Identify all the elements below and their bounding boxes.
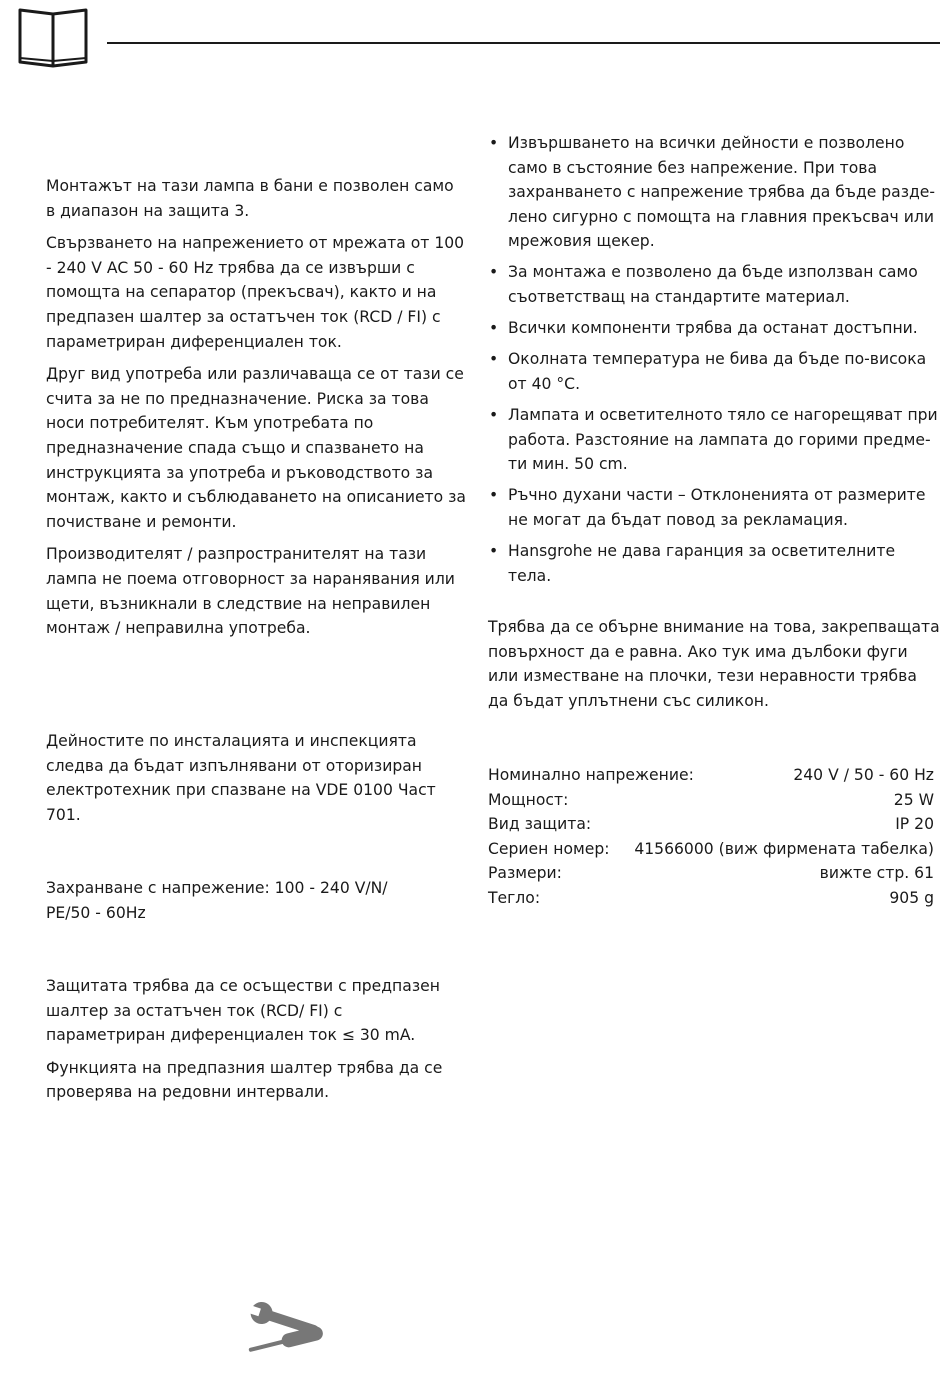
- spec-row: [488, 861, 934, 886]
- open-book-icon: [18, 8, 88, 68]
- wrench-screwdriver-icon: [244, 1302, 328, 1358]
- intro-paragraph-3: Друг вид употреба или различаваща се от тази се счита за не по предназначение. Риска за това носи потребителят. Към употребата по предназначение спада също и спазването на инструкцията за употреба и ръководството за монтаж, както и съблюдаването на описанието за почистване и ремонти.: [46, 365, 466, 531]
- spec-label: Номинално напрежение:: [488, 766, 694, 784]
- spec-row: [488, 788, 934, 813]
- spec-row: [488, 763, 934, 788]
- spec-label: Сериен номер:: [488, 839, 610, 858]
- spec-value: IP 20: [895, 815, 934, 833]
- power-supply-section: [46, 876, 421, 933]
- spec-value: 240 V / 50 - 60 Hz: [793, 766, 934, 784]
- protection-section: [46, 974, 466, 1113]
- technical-data-table: [488, 763, 934, 910]
- safety-bullet: • Извършването на всички дейности е позволено само в състояние без напрежение. При това захранването с напрежение трябва да бъде разде- лено сигурно с помощта на главния прекъсвач или мрежовия щекер.: [488, 131, 940, 254]
- power-supply-paragraph: Захранване с напрежение: 100 - 240 V/N/ PE/50 - 60Hz: [46, 879, 388, 922]
- spec-value: 25 W: [893, 790, 934, 809]
- spec-label: Вид защита:: [488, 815, 592, 833]
- surface-note-section: [488, 615, 940, 721]
- installer-section: [46, 729, 466, 835]
- protection-paragraph-2: Функцията на предпазния шалтер трябва да се проверява на редовни интервали.: [46, 1058, 443, 1102]
- spec-label: Мощност:: [488, 790, 569, 809]
- safety-bullet: • Околната температура не бива да бъде по-висока от 40 °C.: [488, 347, 940, 396]
- spec-value: вижте стр. 61: [819, 864, 934, 882]
- surface-note-paragraph: Трябва да се обърне внимание на това, закрепващата повърхност да е равна. Ако тук има дълбоки фуги или изместване на плочки, тези неравности трябва да бъдат уплътнени със силикон.: [488, 618, 940, 710]
- protection-paragraph-1: Защитата трябва да се осъществи с предпазен шалтер за остатъчен ток (RCD/ FI) с параметриран диференциален ток ≤ 30 mA.: [46, 977, 440, 1045]
- safety-bullet: • Всички компоненти трябва да останат достъпни.: [488, 316, 940, 341]
- intro-paragraph-1: Монтажът на тази лампа в бани е позволен само в диапазон на защита 3.: [46, 177, 454, 220]
- safety-bullet: • Лампата и осветителното тяло се нагорещяват при работа. Разстояние на лампата до горими предме- ти мин. 50 cm.: [488, 403, 940, 477]
- safety-bullets-section: [488, 131, 940, 595]
- safety-bullet: • За монтажа е позволено да бъде използван само съответстващ на стандартите материал.: [488, 260, 940, 309]
- spec-row: [488, 837, 934, 862]
- installer-paragraph: Дейностите по инсталацията и инспекцията следва да бъдат изпълнявани от оторизиран електротехник при спазване на VDE 0100 Част 701.: [46, 732, 436, 824]
- safety-bullet: • Ръчно духани части – Отклоненията от размерите не могат да бъдат повод за рекламация.: [488, 483, 940, 532]
- spec-row: [488, 886, 934, 911]
- spec-label: Размери:: [488, 864, 562, 882]
- intro-section: [46, 174, 466, 649]
- intro-paragraph-4: Производителят / разпространителят на тази лампа не поема отговорност за наранявания или щети, възникнали в следствие на неправилен монтаж / неправилна употреба.: [46, 545, 455, 638]
- spec-row: [488, 812, 934, 837]
- safety-bullet-list: [488, 131, 940, 588]
- header-rule: [107, 42, 940, 44]
- intro-paragraph-2: Свързването на напрежението от мрежата от 100 - 240 V AC 50 - 60 Hz трябва да се извърши с помощта на сепаратор (прекъсвач), както и на предпазен шалтер за остатъчен ток (RCD / FI) с параметриран диференциален ток.: [46, 234, 465, 351]
- spec-value: 41566000 (виж фирмената табелка): [634, 839, 934, 858]
- spec-label: Тегло:: [488, 888, 541, 907]
- spec-value: 905 g: [889, 888, 934, 907]
- safety-bullet: • Hansgrohe не дава гаранция за осветителните тела.: [488, 539, 940, 588]
